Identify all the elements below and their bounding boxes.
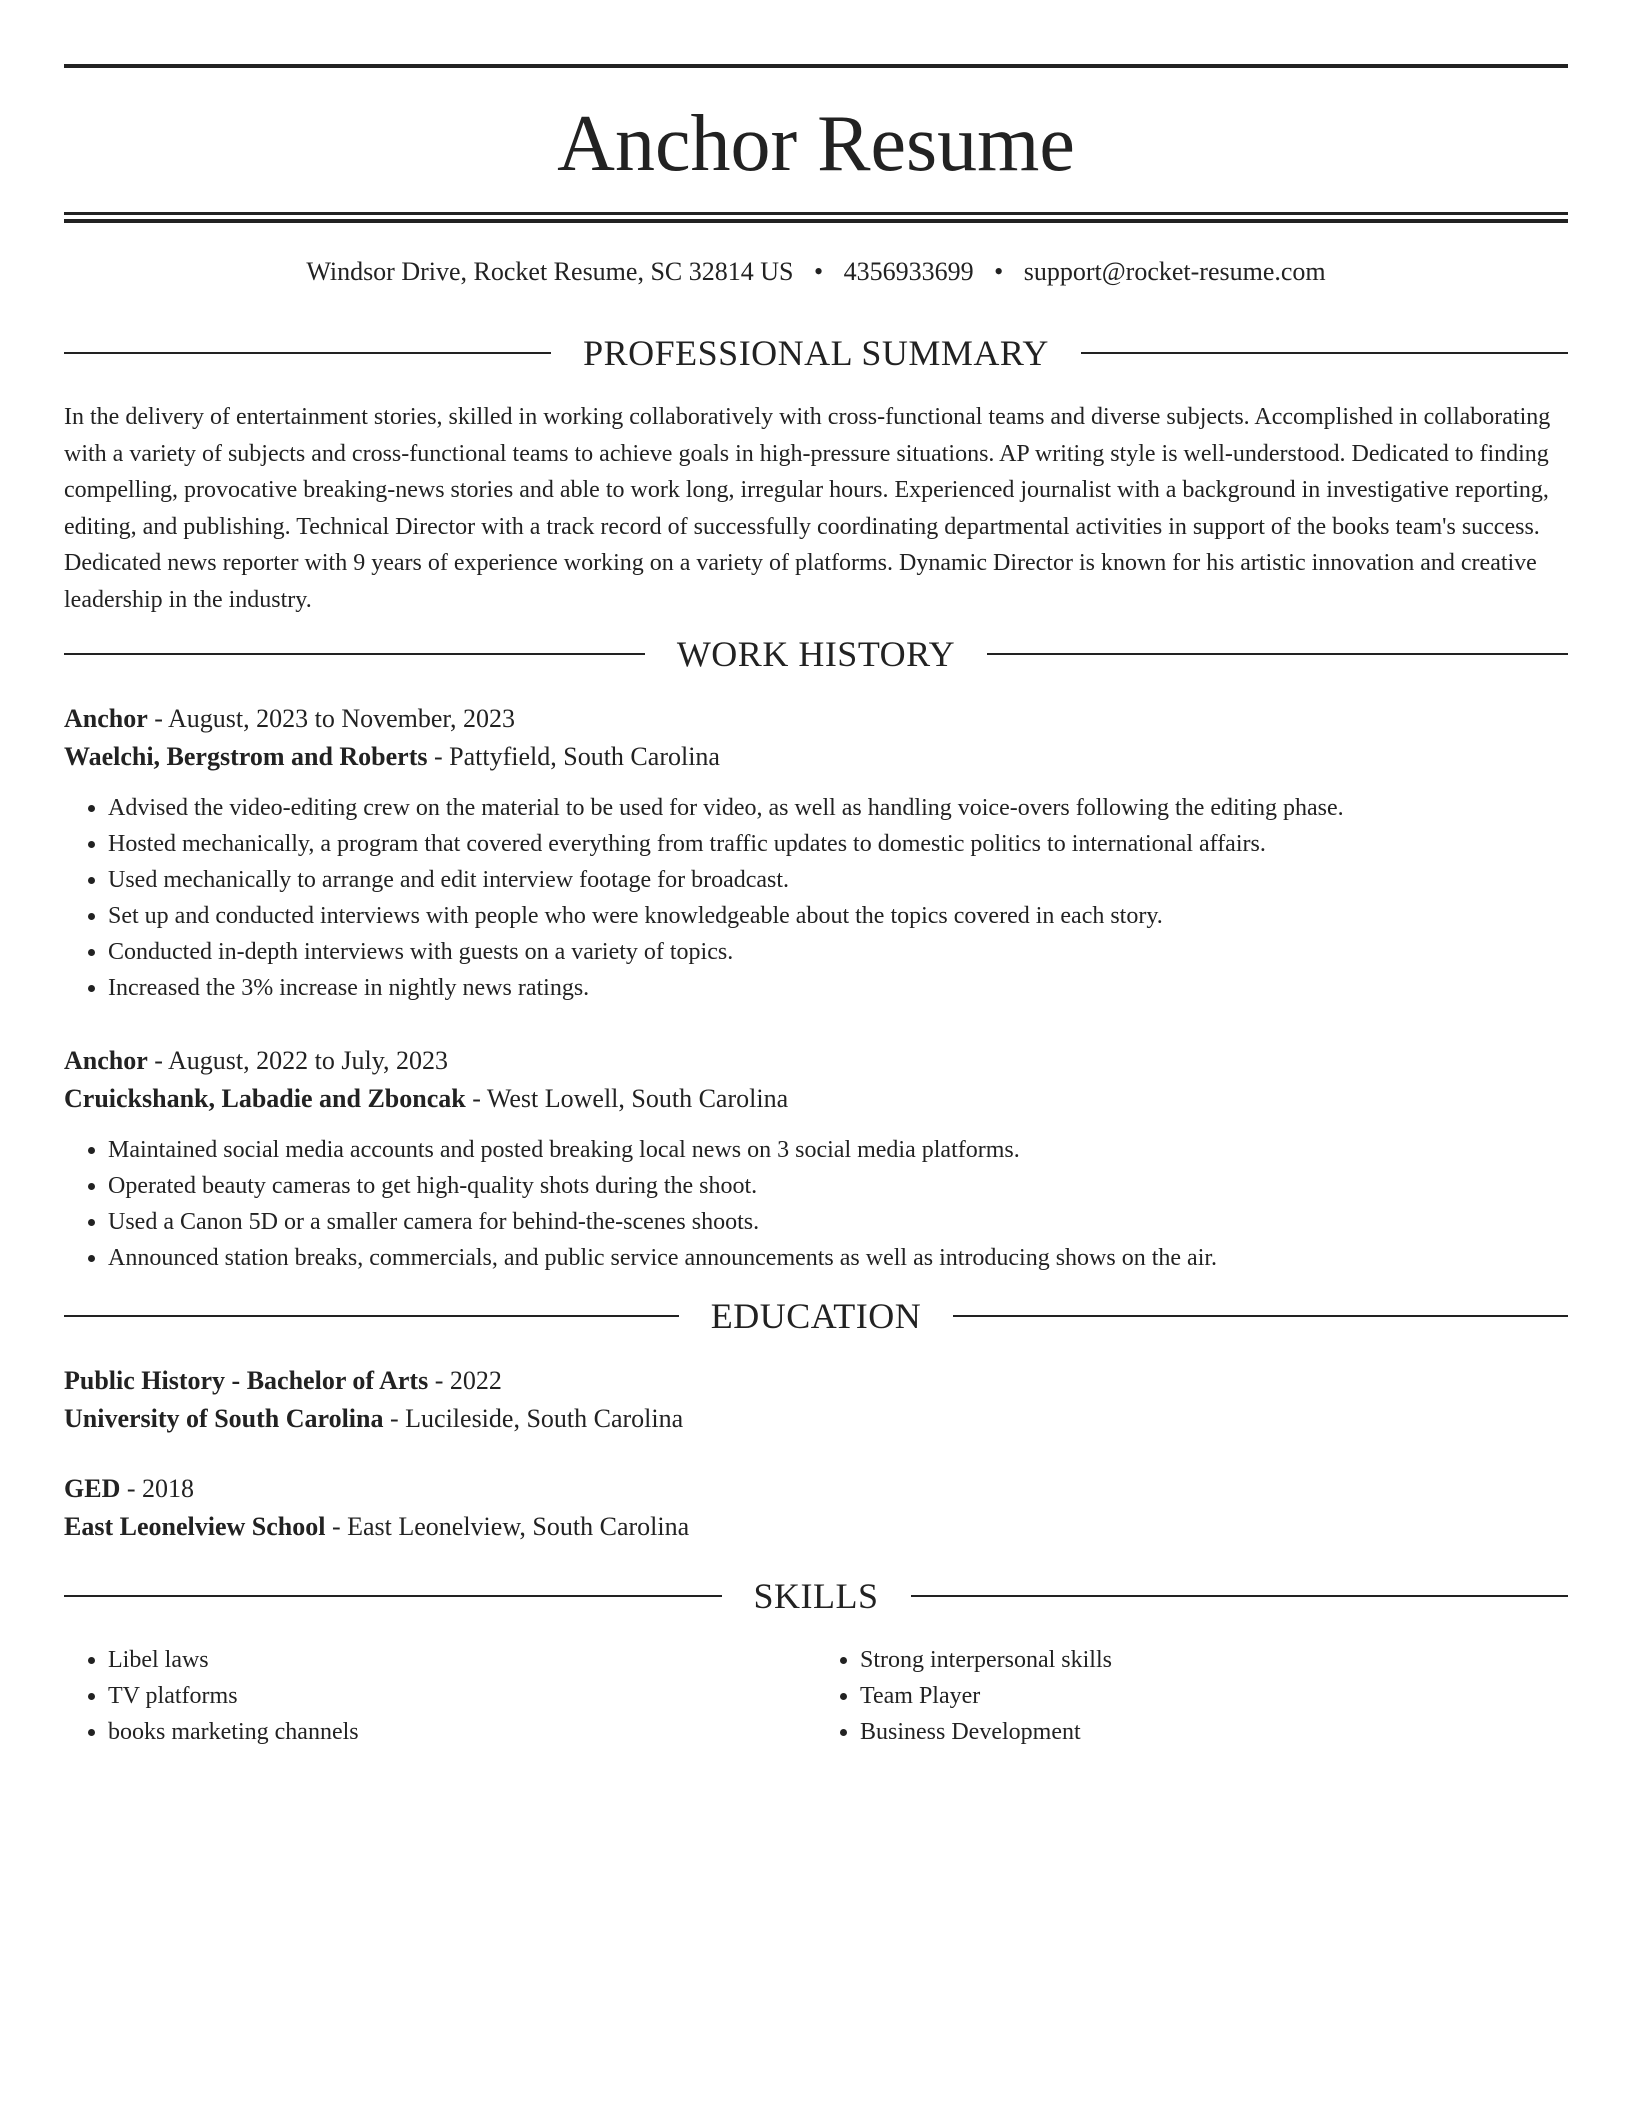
- skill-item: • Business Development: [860, 1714, 1568, 1750]
- job-entry: [64, 700, 1568, 1006]
- contact-email[interactable]: support@rocket-resume.com: [1023, 257, 1326, 286]
- skill-item: • Team Player: [860, 1678, 1568, 1714]
- contact-separator: •: [814, 257, 824, 286]
- heading-rule: [64, 1595, 722, 1597]
- job-bullet: • Used mechanically to arrange and edit interview footage for broadcast.: [108, 862, 1568, 898]
- job-location: - West Lowell, South Carolina: [465, 1084, 789, 1113]
- education-degree: GED: [64, 1474, 121, 1503]
- contact-phone: 4356933699: [843, 257, 974, 286]
- job-bullets: [64, 790, 1568, 1006]
- candidate-name: Anchor Resume: [557, 100, 1075, 188]
- job-employer: Cruickshank, Labadie and Zboncak: [64, 1084, 466, 1113]
- job-bullet: • Conducted in-depth interviews with guests on a variety of topics.: [108, 934, 1568, 970]
- education-school-line: [64, 1508, 1568, 1546]
- section-heading-skills: [64, 1574, 1568, 1618]
- job-title-line: [64, 1042, 1568, 1080]
- heading-rule: [64, 352, 551, 354]
- skill-item: • Libel laws: [108, 1642, 816, 1678]
- job-employer-line: [64, 1080, 1568, 1118]
- section-title: WORK HISTORY: [676, 634, 956, 674]
- skill-item: • Strong interpersonal skills: [860, 1642, 1568, 1678]
- section-heading-summary: [64, 331, 1568, 375]
- section-title: PROFESSIONAL SUMMARY: [583, 333, 1049, 373]
- education-year: - 2022: [428, 1366, 502, 1395]
- education-school: East Leonelview School: [64, 1512, 326, 1541]
- job-dates: - August, 2022 to July, 2023: [147, 1046, 448, 1075]
- education-school: University of South Carolina: [64, 1404, 384, 1433]
- education-degree-line: [64, 1470, 1568, 1508]
- job-bullet: • Announced station breaks, commercials, and public service announcements as well as introducing shows on the air.: [108, 1240, 1568, 1276]
- job-employer: Waelchi, Bergstrom and Roberts: [64, 742, 428, 771]
- job-bullets: [64, 1132, 1568, 1276]
- job-bullet: • Hosted mechanically, a program that covered everything from traffic updates to domestic politics to international affairs.: [108, 826, 1568, 862]
- resume-page: [64, 64, 1568, 1750]
- heading-rule: [953, 1315, 1568, 1317]
- job-location: - Pattyfield, South Carolina: [427, 742, 720, 771]
- education-year: - 2018: [120, 1474, 195, 1503]
- job-bullet: • Increased the 3% increase in nightly news ratings.: [108, 970, 1568, 1006]
- heading-rule: [911, 1595, 1569, 1597]
- job-bullet: • Set up and conducted interviews with people who were knowledgeable about the topics covered in each story.: [108, 898, 1568, 934]
- contact-line: [64, 257, 1568, 287]
- job-title: Anchor: [64, 704, 148, 733]
- heading-rule: [64, 1315, 679, 1317]
- education-degree: Public History - Bachelor of Arts: [64, 1366, 429, 1395]
- section-heading-education: [64, 1294, 1568, 1338]
- education-school-line: [64, 1400, 1568, 1438]
- skills-list-left: [64, 1642, 816, 1750]
- contact-separator: •: [994, 257, 1004, 286]
- heading-rule: [1081, 352, 1568, 354]
- heading-rule: [987, 653, 1568, 655]
- heading-rule: [64, 653, 645, 655]
- contact-address: Windsor Drive, Rocket Resume, SC 32814 US: [306, 257, 794, 286]
- job-bullet: • Used a Canon 5D or a smaller camera for behind-the-scenes shoots.: [108, 1204, 1568, 1240]
- job-bullet: • Maintained social media accounts and posted breaking local news on 3 social media platforms.: [108, 1132, 1568, 1168]
- education-degree-line: [64, 1362, 1568, 1400]
- skills-columns: [64, 1642, 1568, 1750]
- summary-text: In the delivery of entertainment stories, skilled in working collaboratively with cross-functional teams and diverse subjects. Accomplished in collaborating with a variety of subjects and cross-functional teams to achieve goals in high-pressure situations. AP writing style is well-understood. Dedicated to finding compelling, provocative breaking-news stories and able to work long, irregular hours. Experienced journalist with a background in investigative reporting, editing, and publishing. Technical Director with a track record of successfully coordinating departmental activities in support of the books team's success. Dedicated news reporter with 9 years of experience working on a variety of platforms. Dynamic Director is known for his artistic innovation and creative leadership in the industry.: [64, 404, 1551, 613]
- job-entry: [64, 1042, 1568, 1276]
- double-rule: [64, 212, 1568, 223]
- education-location: - East Leonelview, South Carolina: [325, 1512, 690, 1541]
- job-title: Anchor: [64, 1046, 148, 1075]
- education-location: - Lucileside, South Carolina: [383, 1404, 684, 1433]
- skill-item: • books marketing channels: [108, 1714, 816, 1750]
- skills-list-right: [816, 1642, 1568, 1750]
- section-title: SKILLS: [753, 1576, 879, 1616]
- education-entry: [64, 1362, 1568, 1438]
- top-rule: [64, 64, 1568, 68]
- job-bullet: • Operated beauty cameras to get high-quality shots during the shoot.: [108, 1168, 1568, 1204]
- job-dates: - August, 2023 to November, 2023: [147, 704, 516, 733]
- section-title: EDUCATION: [710, 1296, 922, 1336]
- job-title-line: [64, 700, 1568, 738]
- education-entry: [64, 1470, 1568, 1546]
- job-employer-line: [64, 738, 1568, 776]
- skill-item: • TV platforms: [108, 1678, 816, 1714]
- job-bullet: • Advised the video-editing crew on the material to be used for video, as well as handling voice-overs following the editing phase.: [108, 790, 1568, 826]
- section-heading-work-history: [64, 632, 1568, 676]
